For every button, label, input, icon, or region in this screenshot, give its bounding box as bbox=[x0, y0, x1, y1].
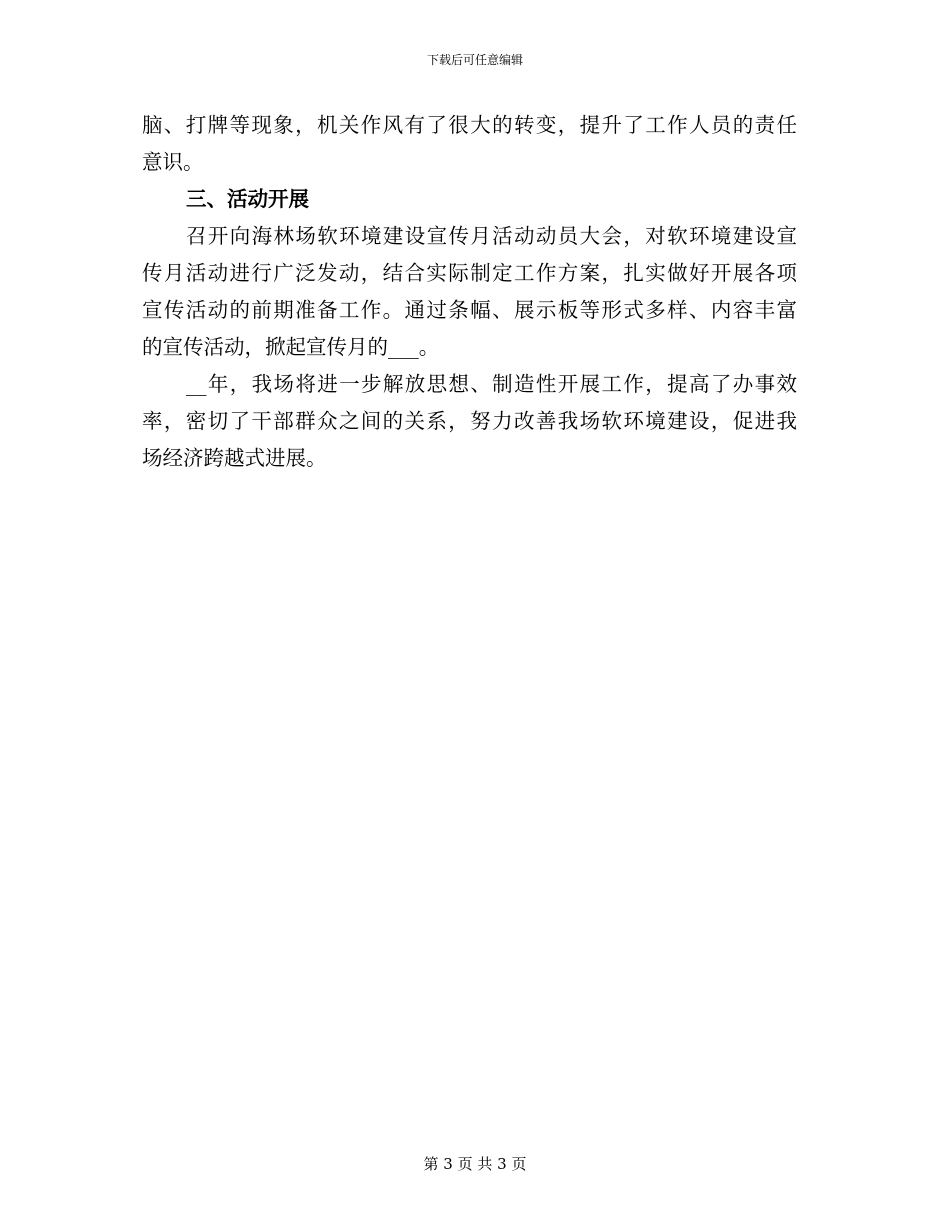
paragraph-line: __年，我场将进一步解放思想、制造性开展工作，提高了办事效 bbox=[186, 372, 797, 396]
page-header: 下载后可任意编辑 bbox=[426, 53, 523, 67]
document-body bbox=[142, 107, 797, 477]
section-heading: 三、活动开展 bbox=[186, 187, 309, 211]
page-footer: 第 3 页 共 3 页 bbox=[423, 1155, 527, 1173]
paragraph-line: 脑、打牌等现象，机关作风有了很大的转变，提升了工作人员的责任 bbox=[142, 113, 797, 137]
paragraph-line: 召开向海林场软环境建设宣传月活动动员大会，对软环境建设宣 bbox=[186, 224, 797, 248]
paragraph-line: 场经济跨越式进展。 bbox=[142, 446, 327, 470]
paragraph-line: 宣传活动的前期准备工作。通过条幅、展示板等形式多样、内容丰富 bbox=[142, 298, 797, 322]
paragraph-line: 传月活动进行广泛发动，结合实际制定工作方案，扎实做好开展各项 bbox=[142, 261, 797, 285]
paragraph-line: 率，密切了干部群众之间的关系，努力改善我场软环境建设，促进我 bbox=[142, 409, 797, 433]
paragraph-line: 意识。 bbox=[142, 150, 204, 174]
paragraph-line: 的宣传活动，掀起宣传月的___。 bbox=[142, 335, 440, 359]
